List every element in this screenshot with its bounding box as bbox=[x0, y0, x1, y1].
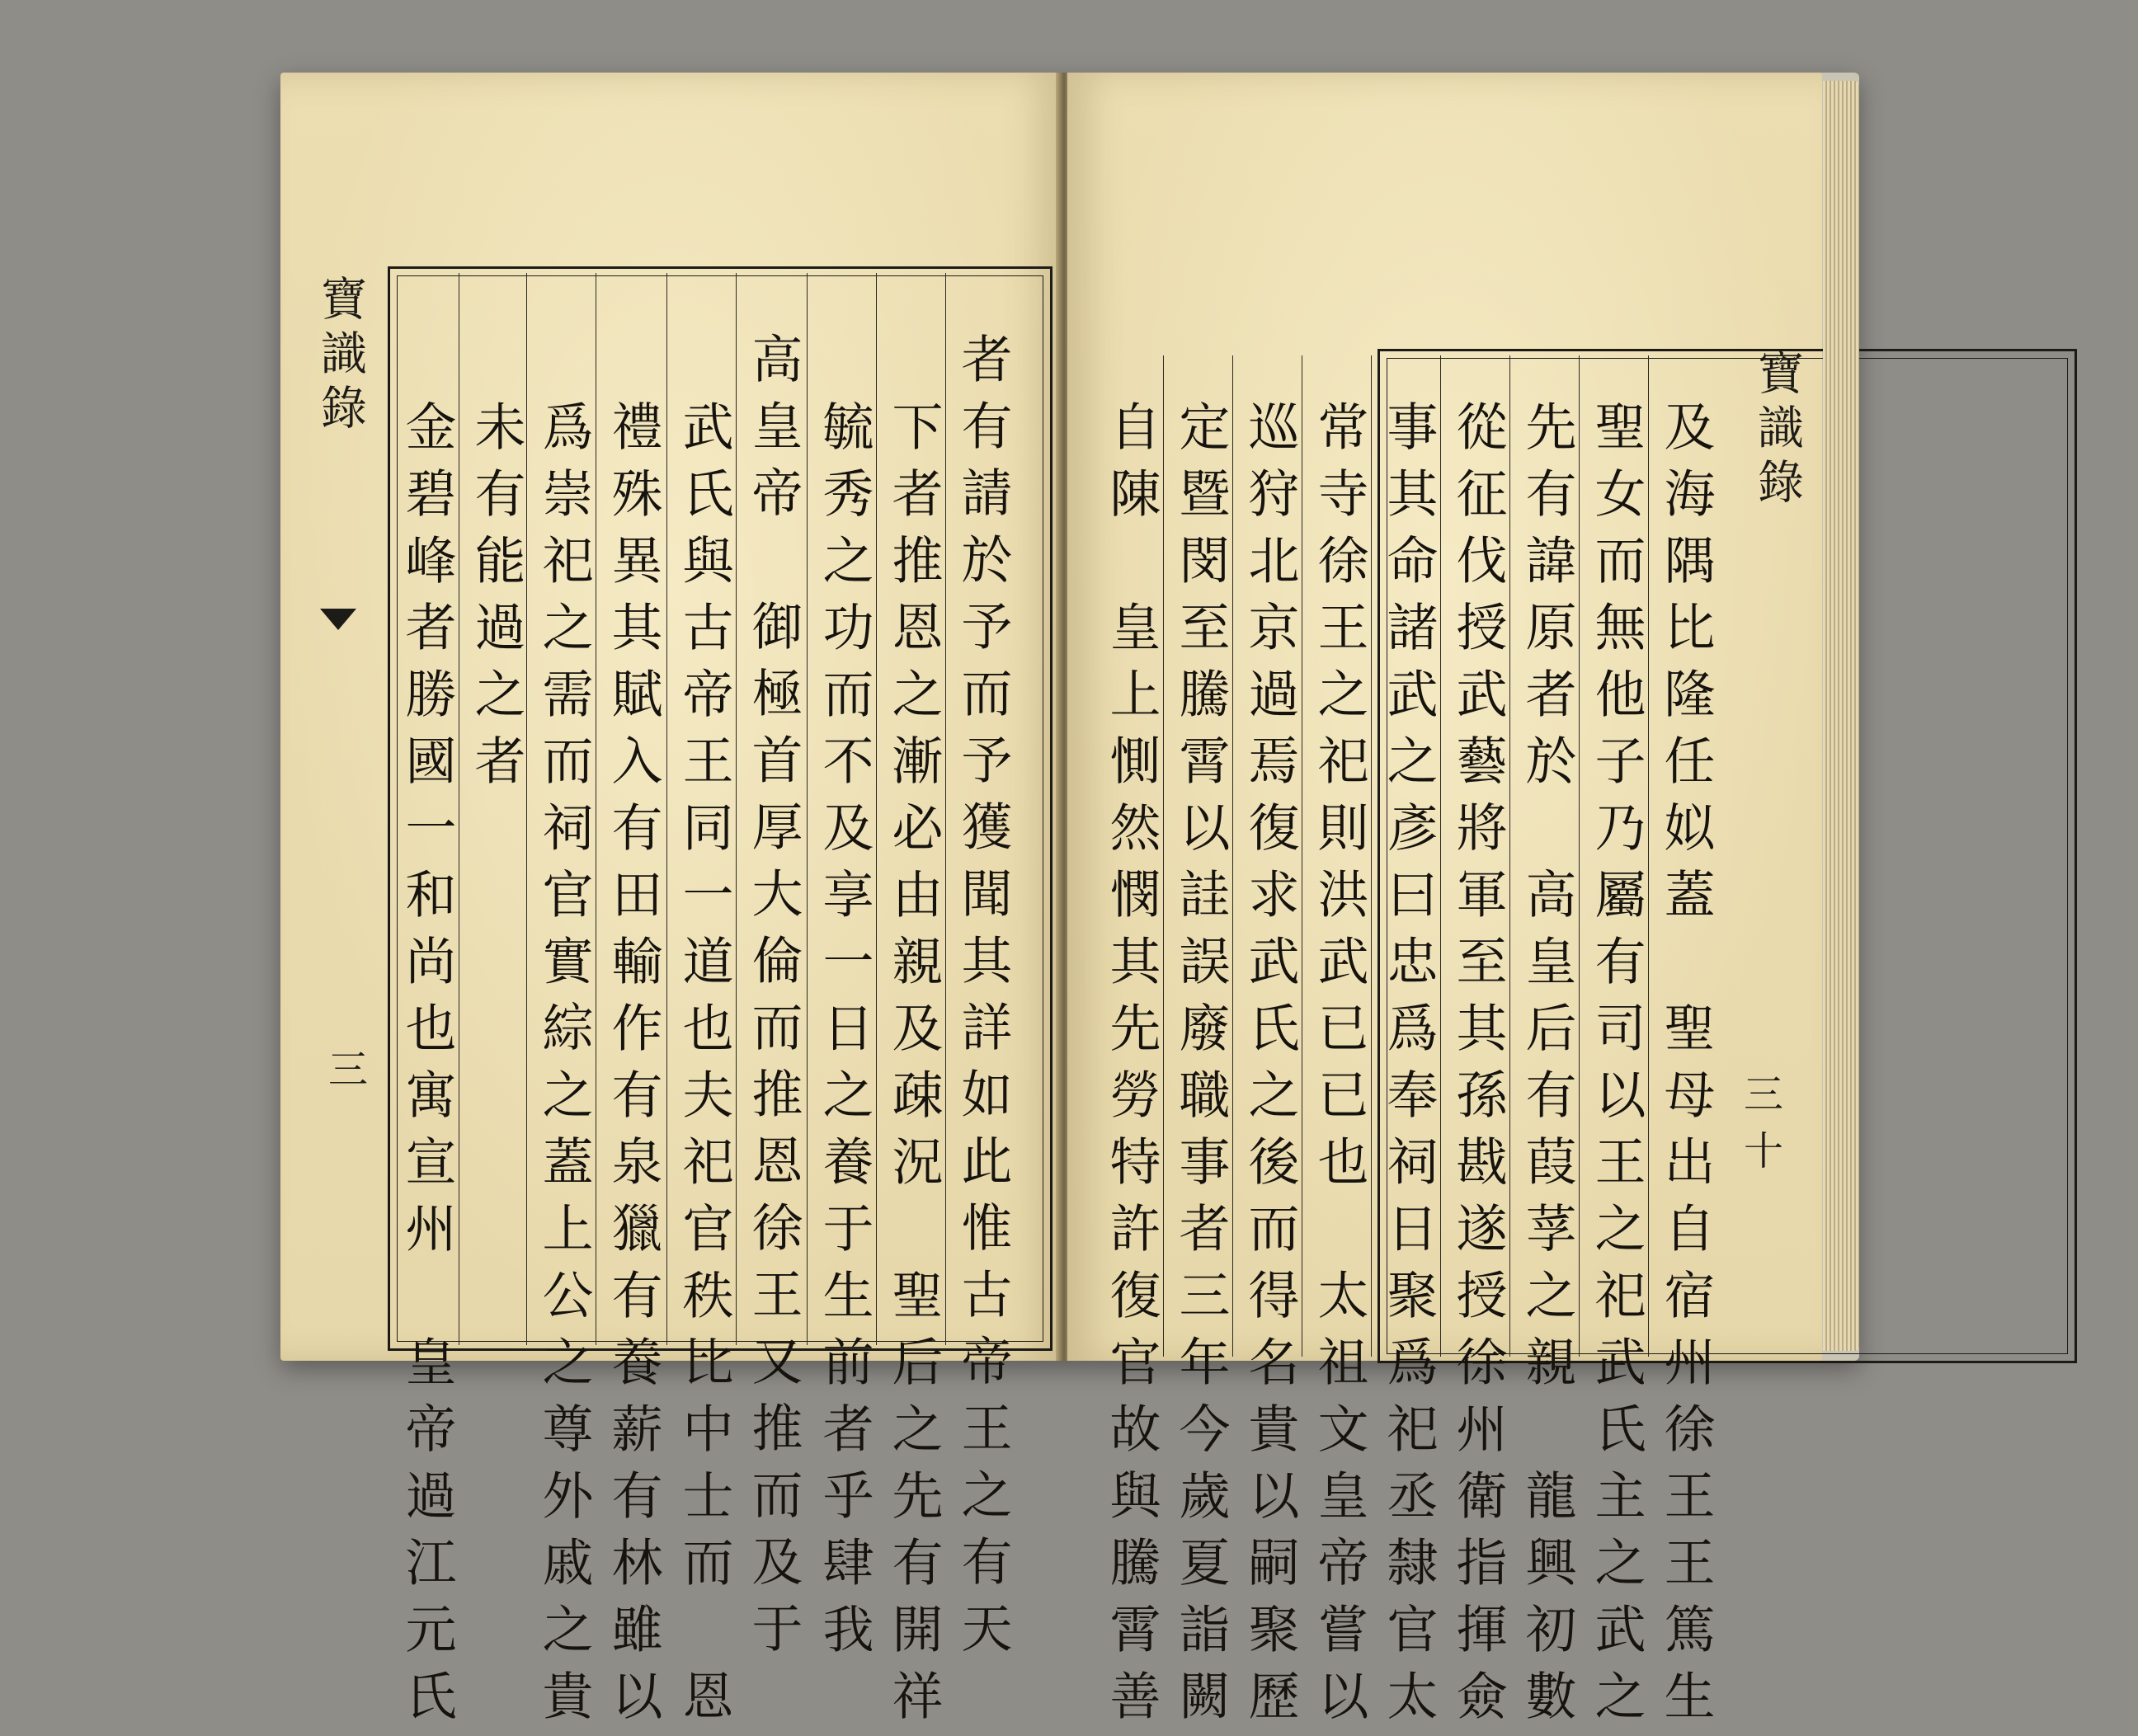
right-column-9: 自陳 皇上惻然憫其先勞特許復官故與騰霄善 bbox=[1101, 400, 1161, 1736]
column-rule bbox=[1648, 355, 1649, 1357]
left-column-1: 者有請於予而予獲聞其詳如此惟古帝王之有天 bbox=[953, 332, 1013, 1668]
left-column-2: 下者推恩之漸必由親及疎況 聖后之先有開祥 bbox=[883, 400, 944, 1736]
column-rule bbox=[736, 273, 737, 1345]
column-rule bbox=[1579, 355, 1580, 1357]
column-rule bbox=[1440, 355, 1441, 1357]
left-page bbox=[280, 73, 1061, 1736]
right-column-7: 巡狩北京過焉復求武氏之後而得名貴以嗣聚歷 bbox=[1240, 400, 1300, 1736]
right-folio: 三十 bbox=[1744, 1071, 1784, 1174]
left-margin-title: 寶識錄 bbox=[313, 275, 367, 438]
left-column-3: 毓秀之功而不及享一日之養于生前者乎肆我 bbox=[814, 400, 874, 1669]
column-rule bbox=[1232, 355, 1233, 1357]
fishtail-mark bbox=[320, 609, 356, 630]
column-rule bbox=[945, 273, 946, 1345]
right-column-4: 從征伐授武藝將軍至其孫戡遂授徐州衛指揮僉 bbox=[1448, 400, 1508, 1736]
right-margin-title: 寶識錄 bbox=[1750, 349, 1804, 512]
left-column-5: 武氏與古帝王同一道也夫祀官秩比中士而 恩 bbox=[674, 400, 734, 1736]
column-rule bbox=[1163, 355, 1164, 1357]
column-rule bbox=[876, 273, 877, 1345]
open-book bbox=[280, 73, 1859, 1736]
right-page bbox=[1067, 73, 1822, 1736]
right-column-2: 聖女而無他子乃屬有司以王之祀武氏主之武之 bbox=[1586, 400, 1646, 1736]
right-column-6: 常寺徐王之祀則洪武已已也 太祖文皇帝嘗以 bbox=[1309, 400, 1369, 1736]
right-column-3: 先有諱原者於 高皇后有葭莩之親 龍興初數 bbox=[1517, 400, 1577, 1736]
right-column-1: 及海隅比隆任姒蓋 聖母出自宿州徐王王篤生 bbox=[1655, 400, 1716, 1736]
left-folio: 三 bbox=[328, 1047, 369, 1093]
right-column-5: 事其命諸武之彥曰忠爲奉祠日聚爲祀丞隸官太 bbox=[1378, 400, 1439, 1736]
column-rule bbox=[1509, 355, 1510, 1357]
column-rule bbox=[1371, 355, 1372, 1357]
left-column-9: 金碧峰者勝國一和尚也寓宣州 皇帝過江元氏 bbox=[397, 400, 457, 1736]
column-rule bbox=[526, 273, 527, 1345]
left-column-7: 爲崇祀之需而祠官實綜之蓋上公之尊外戚之貴 bbox=[534, 400, 594, 1736]
left-column-6: 禮殊異其賦入有田輸作有泉獵有養薪有林雖以 bbox=[603, 400, 663, 1736]
right-column-8: 定暨閔至騰霄以詿誤廢職事者三年今歲夏詣闕 bbox=[1170, 400, 1231, 1736]
column-rule bbox=[807, 273, 808, 1345]
page-edges bbox=[1823, 81, 1859, 1351]
left-column-8: 未有能過之者 bbox=[466, 400, 526, 801]
left-column-4: 高皇帝 御極首厚大倫而推恩徐王又推而及于 bbox=[743, 332, 803, 1668]
column-rule bbox=[666, 273, 667, 1345]
